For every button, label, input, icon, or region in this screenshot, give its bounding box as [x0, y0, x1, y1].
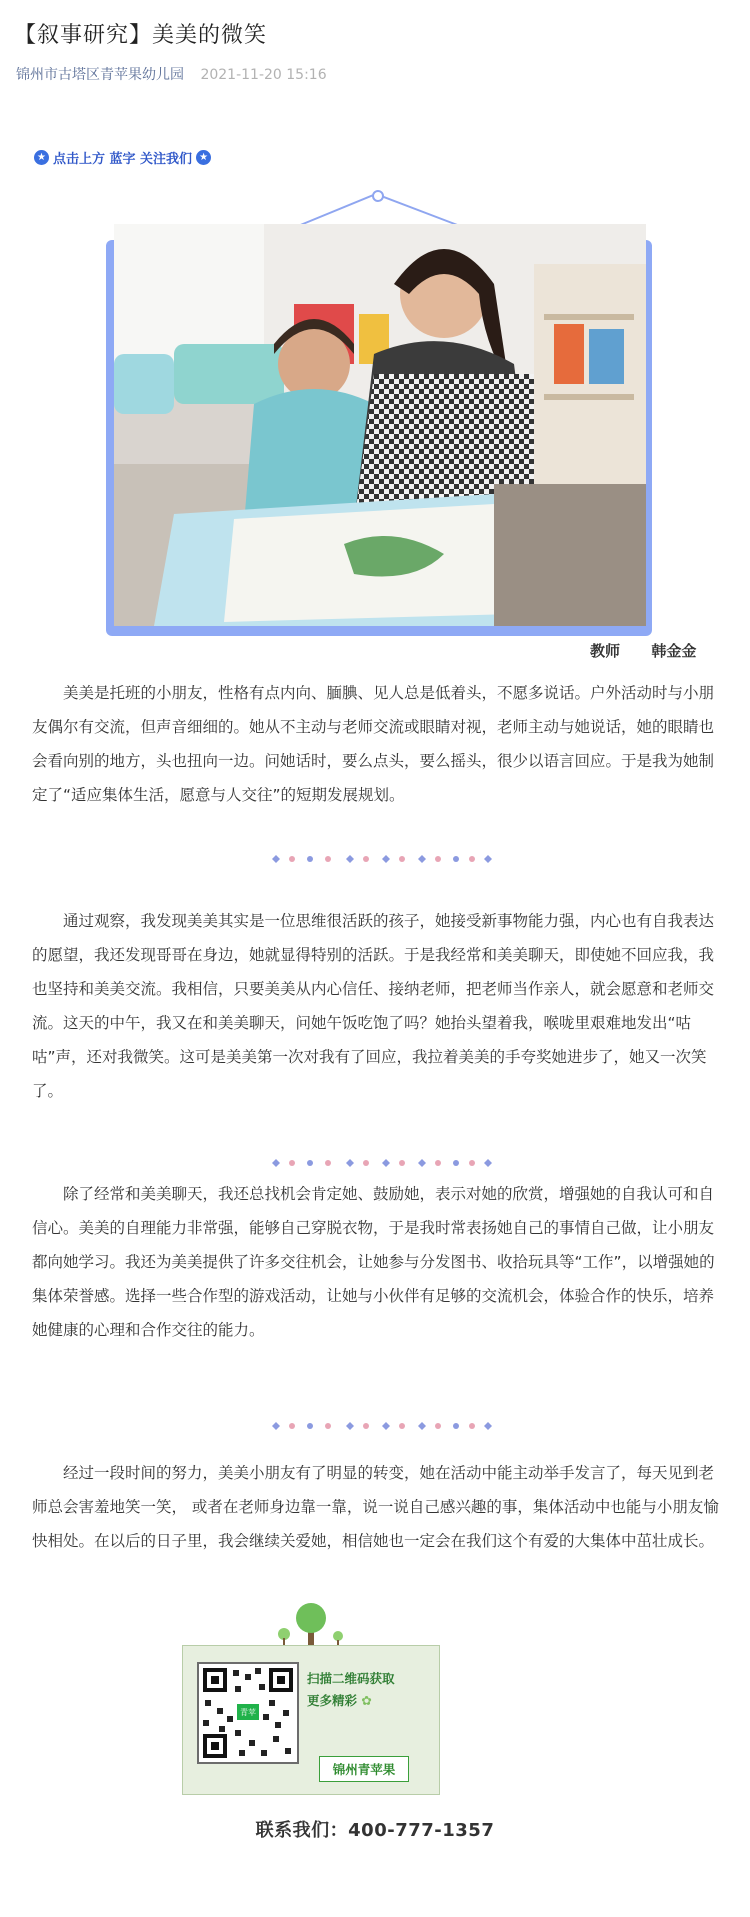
qr-brand-name: 锦州青苹果: [319, 1756, 409, 1782]
qr-prompt-line1: 扫描二维码获取: [307, 1671, 395, 1686]
qr-prompt-text: [307, 1668, 435, 1712]
decorative-divider: [262, 849, 502, 869]
teacher-child-reading-photo: [114, 224, 646, 626]
contact-line: 联系我们：400-777-1357: [255, 1820, 495, 1841]
qr-center-logo: 青苹: [237, 1704, 259, 1720]
publish-date: 2021-11-20 15:16: [200, 67, 327, 83]
decorative-divider: [262, 1153, 502, 1173]
paragraph-3: 除了经常和美美聊天，我还总找机会肯定她、鼓励她，表示对她的欣赏，增强她的自我认可和自信心。美美的自理能力非常强，能够自己穿脱衣物，于是我时常表扬她自己的事情自己做，让小朋友都向她学习。我还为美美提供了许多交往机会，让她参与分发图书、收拾玩具等“工作”，以增强她的集体荣誉感。选择一些合作型的游戏活动，让她与小伙伴有足够的交流机会，体验合作的快乐，培养她健康的心理和合作交往的能力。: [32, 1185, 715, 1339]
qr-code-image[interactable]: [197, 1662, 299, 1764]
decorative-divider: [262, 1416, 502, 1436]
divider-sparkle-icon: [272, 855, 492, 863]
paragraph-1: 美美是托班的小朋友，性格有点内向、腼腆、见人总是低着头，不愿多说话。户外活动时与小朋友偶尔有交流，但声音细细的。她从不主动与老师交流或眼睛对视，老师主动与她说话，她的眼睛也会看向别的地方，头也扭向一边。问她话时，要么点头，要么摇头，很少以语言回应。于是我为她制定了“适应集体生活，愿意与人交往”的短期发展规划。: [32, 684, 715, 804]
hanger-string-icon: [0, 0, 750, 240]
divider-sparkle-icon: [272, 1159, 492, 1167]
account-name-link[interactable]: 锦州市古塔区青苹果幼儿园: [16, 67, 184, 83]
qr-prompt-line2: 更多精彩 ✿: [307, 1693, 372, 1708]
article-title: 【叙事研究】美美的微笑: [14, 23, 268, 48]
star-badge-icon: ★: [196, 150, 211, 165]
paragraph-2: 通过观察，我发现美美其实是一位思维很活跃的孩子，她接受新事物能力强，内心也有自我表达的愿望，我还发现哥哥在身边，她就显得特别的活跃。于是我经常和美美聊天，即使她不回应我，我也坚持和美美交流。我相信，只要美美从内心信任、接纳老师，把老师当作亲人，就会愿意和老师交流。这天的中午，我又在和美美聊天，问她午饭吃饱了吗？她抬头望着我，喉咙里艰难地发出“咕咕”声，还对我微笑。这可是美美第一次对我有了回应，我拉着美美的手夸奖她进步了，她又一次笑了。: [32, 912, 715, 1100]
qr-promo-card: [182, 1645, 440, 1795]
paragraph-4: 经过一段时间的努力，美美小朋友有了明显的转变，她在活动中能主动举手发言了，每天见到老师总会害羞地笑一笑， 或者在老师身边靠一靠，说一说自己感兴趣的事，集体活动中也能与小朋友愉快相处。在以后的日子里，我会继续关爱她，相信她也一定会在我们这个有爱的大集体中茁壮成长。: [32, 1464, 719, 1550]
follow-text: 点击上方 蓝字 关注我们: [53, 152, 193, 167]
sprout-icon: ✿: [361, 1693, 372, 1708]
star-badge-icon: ★: [34, 150, 49, 165]
divider-sparkle-icon: [272, 1422, 492, 1430]
hanger-pin-icon: [372, 190, 384, 202]
photo-caption: 教师 韩金金: [590, 642, 697, 660]
tree-icon: [272, 1600, 352, 1648]
